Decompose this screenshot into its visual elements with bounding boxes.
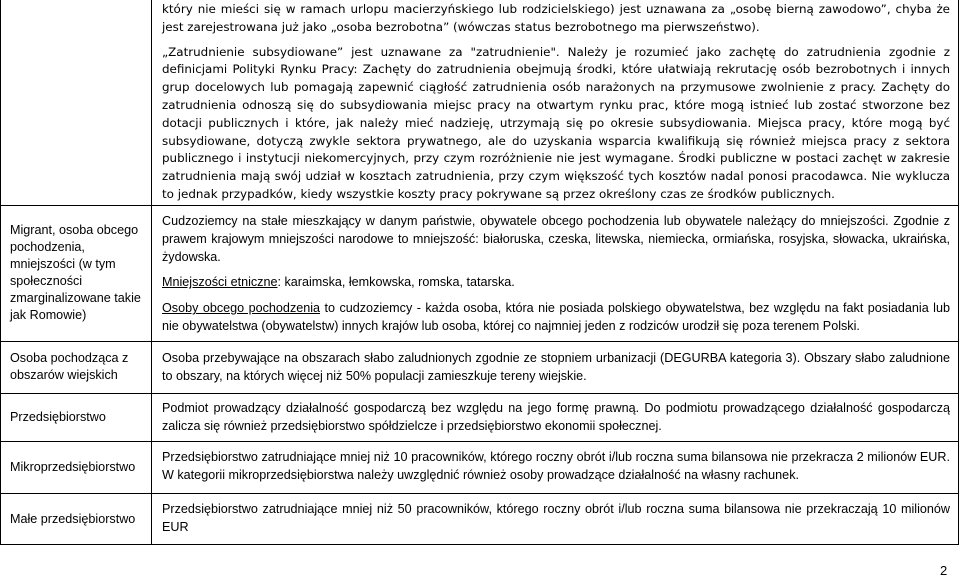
term-cell: Przedsiębiorstwo: [10, 410, 106, 424]
foreign-origin-label: Osoby obcego pochodzenia: [162, 301, 321, 316]
foreign-origin-paragraph: Osoby obcego pochodzenia to cudzoziemcy - każda osoba, która nie posiada polskiego obywatelstwa, bez względu na fakt posiadania lub nie obywatelstwa (obywatelstw) innych krajów lub osoba, której co najmniej jeden z rodziców urodził się poza terenem Polski.: [162, 301, 950, 333]
definition-cell: Przedsiębiorstwo zatrudniające mniej niż 10 pracowników, którego roczny obrót i/lub roczna suma bilansowa nie przekracza 2 milionów EUR. W kategorii mikroprzedsiębiorstwa należy uwzględnić również osoby prowadzące działalność na własny rachunek.: [162, 450, 950, 482]
table-row-continuation: [0, 0, 959, 206]
intro-paragraph: który nie mieści się w ramach urlopu macierzyńskiego lub rodzicielskiego) jest uznawana za „osobę bierną zawodowo”, chyba że jest zarejestrowana już jako „osoba bezrobotna” (wówczas status bezrobotnego ma pierwszeństwo).: [162, 2, 950, 34]
table-row-small: [0, 494, 959, 545]
ethnic-minorities-paragraph: Mniejszości etniczne: karaimska, łemkowska, romska, tatarska.: [162, 275, 515, 290]
table-row-enterprise: [0, 394, 959, 442]
definition-cell: Podmiot prowadzący działalność gospodarczą bez względu na jego formę prawną. Do podmiotu prowadzącego działalność gospodarczą zalicza się również przedsiębiorstwo spółdzielcze i przedsiębiorstwo ekonomii społecznej.: [162, 401, 950, 433]
migrant-definition-p1: Cudzoziemcy na stałe mieszkający w danym państwie, obywatele obcego pochodzenia lub obywatele należący do mniejszości. Zgodnie z prawem krajowym mniejszości narodowe to mniejszość: białoruska, czeska, litewska, niemiecka, ormiańska, rosyjska, słowacka, ukraińska, żydowska.: [162, 214, 950, 264]
ethnic-minorities-label: Mniejszości etniczne: [162, 275, 278, 290]
definition-cell: [162, 213, 950, 336]
term-cell: Osoba pochodząca z obszarów wiejskich: [10, 351, 129, 382]
subsidized-employment-paragraph: „Zatrudnienie subsydiowane” jest uznawane za "zatrudnienie". Należy je rozumieć jako zachętę do zatrudnienia zgodnie z definicjami Polityki Rynku Pracy: Zachęty do zatrudnienia obejmują środki, które ułatwiają rekrutację osób bezrobotnych i innych grup docelowych lub pomagają zapewnić ciągłość zatrudnienia osób narażonych na przymusowe zwolnienie z pracy. Zachęty do zatrudnienia odnoszą się do subsydiowania miejsc pracy na otwartym rynku prac, które mogą istnieć lub zostać stworzone bez dotacji publicznych i które, jak należy mieć nadzieję, utrzymają się po okresie subsydiowania. Miejsca pracy, które mogą być subsydiowane, dotyczą zwykle sektora prywatnego, ale do uzyskania wsparcia kwalifikują się również miejsca pracy z sektora publicznego i instytucji niekomercyjnych, przy czym rozróżnienie nie jest wymagane. Środki publiczne w postaci zachęt w zakresie zatrudnienia mają swój udział w kosztach zatrudnienia, przy czym większość tych kosztów nadal ponosi pracodawca. Nie wyklucza to jednak przypadków, kiedy wszystkie koszty pracy pokrywane są przez określony czas ze środków publicznych.: [162, 44, 950, 201]
definition-cell: Przedsiębiorstwo zatrudniające mniej niż 50 pracowników, którego roczny obrót i/lub roczna suma bilansowa nie przekraczają 10 milionów EUR: [162, 502, 950, 534]
definition-cell: [162, 1, 950, 204]
page-number: 2: [940, 563, 948, 578]
table-row-micro: [0, 442, 959, 494]
term-cell: Migrant, osoba obcego pochodzenia, mniejszości (w tym społeczności zmarginalizowane takie jak Romowie): [10, 223, 141, 322]
table-row-rural: [0, 342, 959, 394]
definition-cell: Osoba przebywające na obszarach słabo zaludnionych zgodnie ze stopniem urbanizacji (DEGURBA kategoria 3). Obszary słabo zaludnione to obszary, na których więcej niż 50% populacji zamieszkuje tereny wiejskie.: [162, 351, 950, 383]
term-cell: Mikroprzedsiębiorstwo: [10, 460, 136, 474]
term-cell: Małe przedsiębiorstwo: [10, 512, 136, 526]
table-row-migrant: [0, 206, 959, 342]
